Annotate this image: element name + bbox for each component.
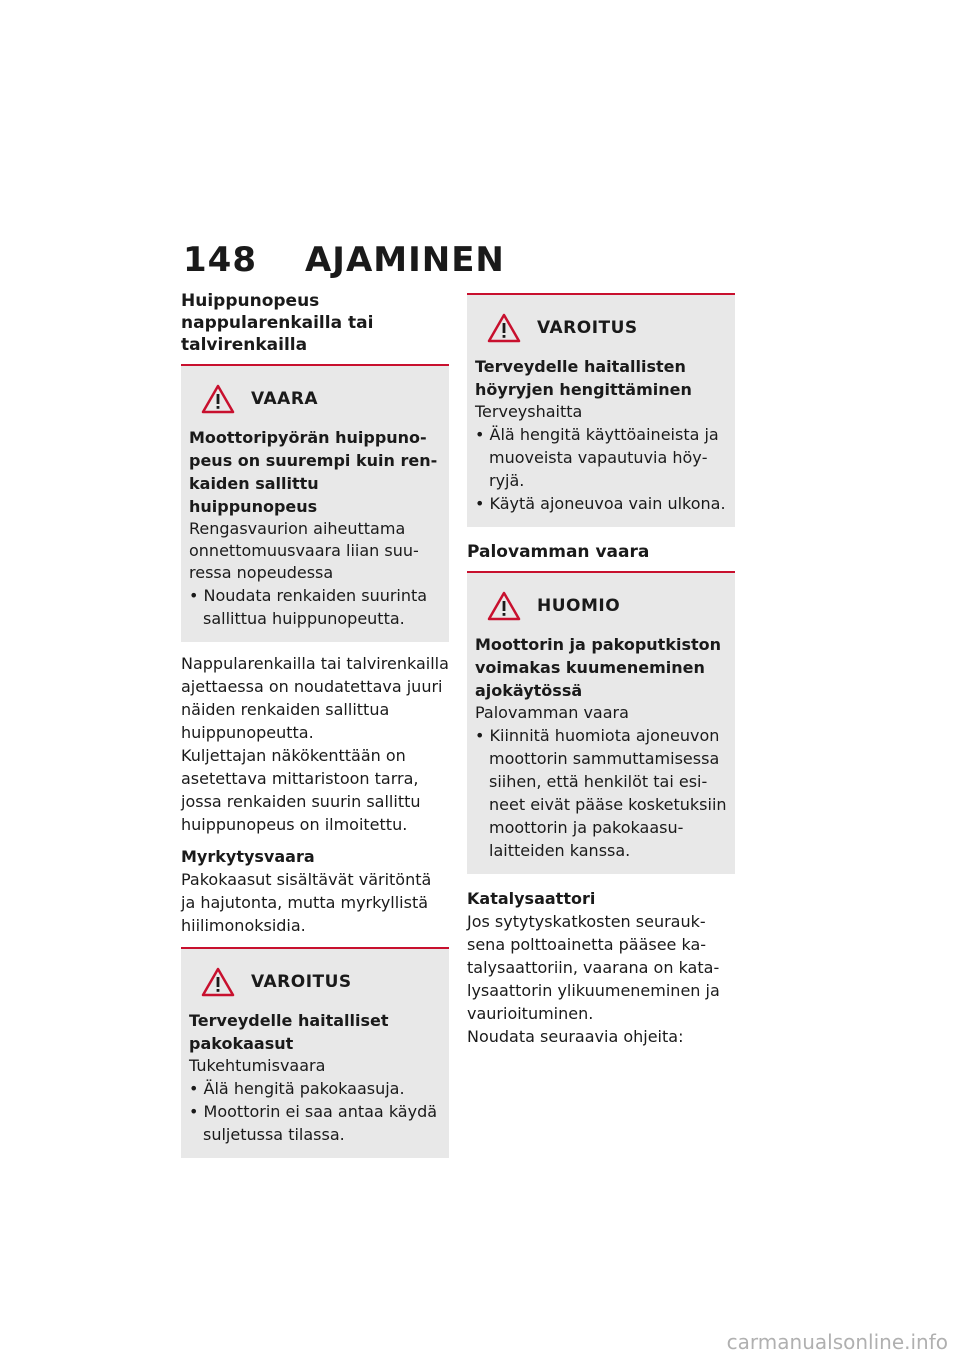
section-title-burn: Palovamman vaara [467, 542, 650, 562]
list-item: • Moottorin ei saa antaa käydä suljetussa tilassa. [189, 1100, 441, 1146]
bullet-list [189, 584, 441, 630]
box-title: Moottorin ja pakoputkiston voimakas kuumeneminen ajokäytössä [475, 635, 722, 700]
warning-box [181, 949, 449, 1158]
notice-box [467, 573, 735, 874]
warning-triangle-icon [487, 313, 521, 343]
bullet-list [475, 423, 727, 515]
box-text: Rengasvaurion aiheuttama onnettomuusvaara liian suuressa nopeudessa [189, 519, 419, 582]
right-column [467, 293, 735, 1048]
box-header [189, 963, 441, 1001]
page-number: 148 [183, 240, 257, 280]
box-label-warning: VAROITUS [251, 972, 352, 992]
chapter-title: AJAMINEN [304, 240, 505, 280]
box-header [475, 587, 727, 625]
watermark: carmanualsonline.info [726, 1330, 948, 1354]
box-title: Terveydelle haitalliset pakokaasut [189, 1011, 389, 1053]
box-header [475, 309, 727, 347]
box-title: Terveydelle haitallisten höyryjen hengittäminen [475, 357, 692, 399]
list-item: • Kiinnitä huomiota ajoneuvon moottorin sammuttamisessa siihen, että henkilöt tai esineet eivät pääse kosketuksiin moottorin ja pakokaasulaitteiden kanssa. [475, 724, 727, 862]
box-text: Terveyshaitta [475, 402, 583, 421]
bullet-list [189, 1077, 441, 1146]
paragraph: Pakokaasut sisältävät väritöntä ja hajutonta, mutta myrkyllistä hiilimonoksidia. [181, 870, 432, 935]
bullet-list [475, 724, 727, 862]
box-header [189, 380, 441, 418]
list-item: • Käytä ajoneuvoa vain ulkona. [475, 492, 727, 515]
page-header [183, 240, 505, 280]
paragraph: Noudata seuraavia ohjeita: [467, 1027, 684, 1046]
subheading-catalytic: Katalysaattori [467, 889, 596, 908]
box-text: Tukehtumisvaara [189, 1056, 326, 1075]
warning-triangle-icon [201, 384, 235, 414]
list-item: • Älä hengitä pakokaasuja. [189, 1077, 441, 1100]
subheading-poisoning: Myrkytysvaara [181, 847, 315, 866]
paragraph: Kuljettajan näkökenttään on asetettava mittaristoon tarra, jossa renkaiden suurin sallittu huippunopeus on ilmoitettu. [181, 746, 421, 834]
box-title: Moottoripyörän huippunopeus on suurempi kuin renkaiden sallittu huippunopeus [189, 428, 438, 516]
box-text: Palovamman vaara [475, 703, 629, 722]
section-title-speed: Huippunopeus nappularenkailla tai talvirenkailla [181, 291, 374, 355]
list-item: • Noudata renkaiden suurinta sallittua huippunopeutta. [189, 584, 441, 630]
warning-triangle-icon [201, 967, 235, 997]
box-label-notice: HUOMIO [537, 596, 621, 616]
box-label-danger: VAARA [251, 389, 319, 409]
list-item: • Älä hengitä käyttöaineista ja muoveista vapautuvia höyryjä. [475, 423, 727, 492]
warning-box [467, 295, 735, 527]
paragraph: Nappularenkailla tai talvirenkailla ajettaessa on noudatettava juuri näiden renkaiden sallittua huippunopeutta. [181, 654, 449, 742]
left-column [181, 290, 449, 1158]
paragraph: Jos sytytyskatkosten seurauksena polttoainetta pääsee katalysaattoriin, vaarana on katalysaattorin ylikuumeneminen ja vaurioituminen. [467, 912, 720, 1023]
danger-box [181, 366, 449, 642]
warning-triangle-icon [487, 591, 521, 621]
box-label-warning: VAROITUS [537, 318, 638, 338]
